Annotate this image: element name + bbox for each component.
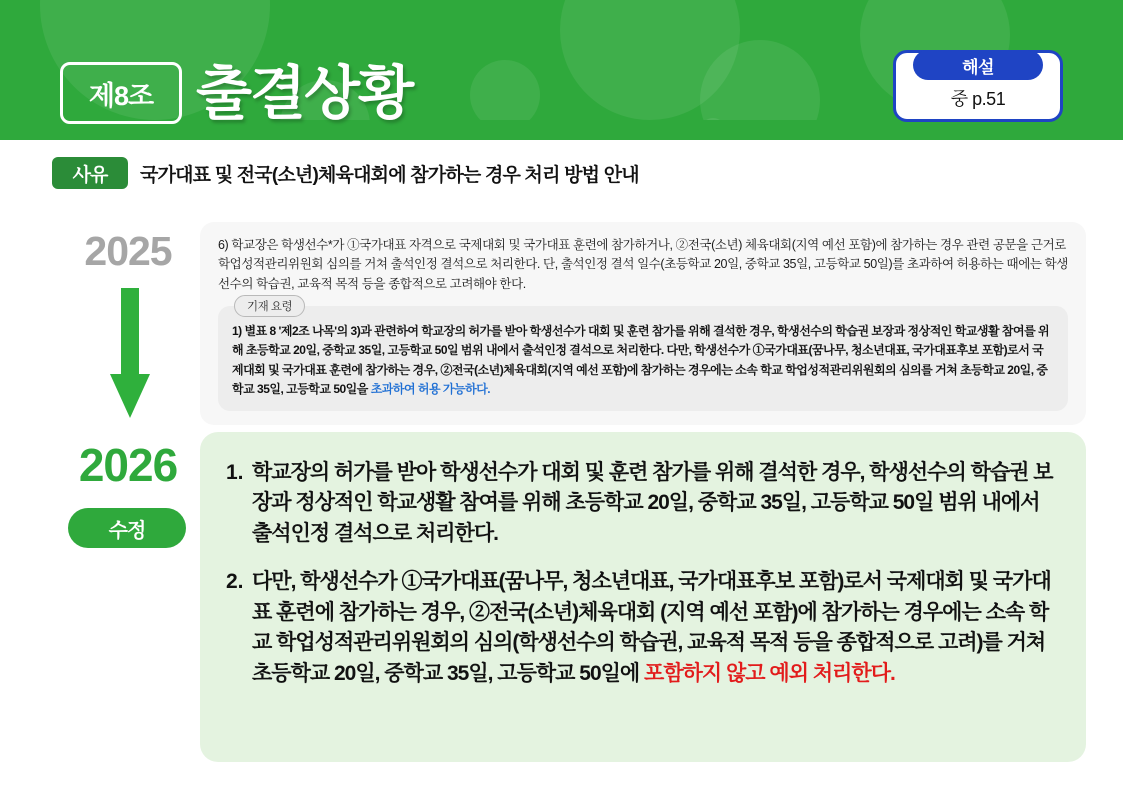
entry-guideline-text-main: 1) 별표 8 '제2조 나목'의 3)과 관련하여 학교장의 허가를 받아 학생선수가 대회 및 훈련 참가를 위해 결석한 경우, 학생선수의 학습권 보장과 정상적인 학교생활 참여를 위해 초등학교 20일, 중학교 35일, 고등학교 50일 범위 내에서 출석인정 결석으로 처리한다. 다만, 학생선수가 ①국가대표(꿈나무, 청소년대표, 국가대표후보 포함)로서 국제대회 및 국가대표 훈련에 참가하는 경우, ②전국(소년)체육대회(지역 예선 포함)에 참가하는 경우에는 소속 학교 학업성적관리위원회의 심의를 거쳐 초등학교 20일, 중학교 35일, 고등학교 50일을: [232, 324, 1050, 396]
list-item-text-main: 학교장의 허가를 받아 학생선수가 대회 및 훈련 참가를 위해 결석한 경우, 학생선수의 학습권 보장과 정상적인 학교생활 참여를 위해 초등학교 20일, 중학교 35일, 고등학교 50일 범위 내에서 출석인정 결석으로 처리한다.: [252, 461, 1053, 545]
revised-version-panel: [200, 432, 1086, 762]
list-item-number: 1.: [226, 461, 244, 484]
list-item-text-main: 다만, 학생선수가 ①국가대표(꿈나무, 청소년대표, 국가대표후보 포함)로서 국제대회 및 국가대표 훈련에 참가하는 경우, ②전국(소년)체육대회 (지역 예선 포함)에 참가하는 경우에는 소속 학교 학업성적관리위원회의 심의(학생선수의 학습권, 교육적 목적 등을 종합적으로 고려)를 거쳐 초등학교 20일, 중학교 35일, 고등학교 50일에: [252, 570, 1051, 685]
list-item-text: [252, 458, 1056, 549]
previous-version-panel: [200, 222, 1086, 425]
reason-description: 국가대표 및 전국(소년)체육대회에 참가하는 경우 처리 방법 안내: [140, 165, 639, 186]
list-item-text-highlight: 포함하지 않고 예외 처리한다.: [644, 661, 895, 685]
year-new-label: 2026: [78, 439, 178, 491]
reason-chip: 사유: [52, 157, 128, 189]
list-item-number: 2.: [226, 570, 244, 594]
revision-badge: 수정: [68, 508, 186, 548]
explanation-page-text: 중 p.51: [950, 89, 1006, 109]
list-item: [226, 458, 1056, 549]
explanation-tab-label: 해설: [913, 50, 1043, 80]
entry-guideline-text-accent: 초과하여 허용 가능하다.: [370, 381, 491, 396]
entry-guideline-tab: 기재 요령: [234, 295, 305, 317]
year-old-label: 2025: [84, 228, 172, 274]
previous-version-paragraph: 6) 학교장은 학생선수*가 ①국가대표 자격으로 국제대회 및 국가대표 훈련에 참가하거나, ②전국(소년) 체육대회(지역 예선 포함)에 참가하는 경우 관련 공문을 근거로 학업성적관리위원회 심의를 거쳐 출석인정 결석으로 처리한다. 단, 출석인정 결석 일수(초등학교 20일, 중학교 35일, 고등학교 50일)를 초과하여 허용하는 때에는 학생선수의 학습권, 교육적 목적 등을 종합적으로 고려해야 한다.: [218, 238, 1068, 291]
entry-guideline-text: [232, 322, 1054, 399]
page-title: 출결상황: [196, 61, 413, 126]
entry-guideline-box: [218, 301, 1068, 411]
list-item-text: [252, 567, 1056, 689]
down-arrow-icon: [110, 288, 150, 418]
list-item: [226, 567, 1056, 689]
article-number-badge: 제8조: [60, 62, 182, 124]
